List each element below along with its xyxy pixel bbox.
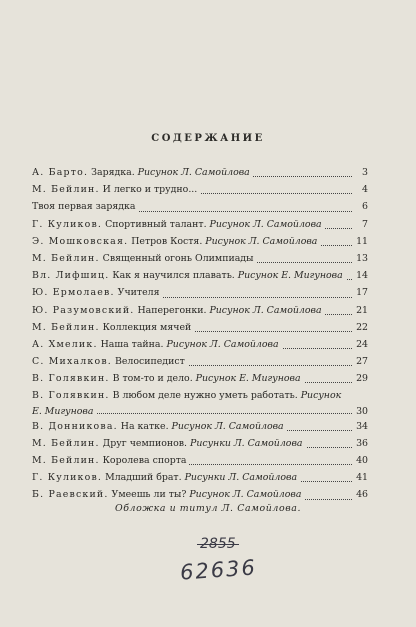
entry-text — [32, 373, 304, 384]
entry-text — [32, 390, 344, 401]
toc-entry — [32, 353, 368, 370]
entry-illustrator: Рисунок — [300, 390, 342, 402]
entry-page-number: 7 — [352, 216, 368, 233]
entry-title: Королева спорта — [99, 455, 187, 466]
entry-author: М. Бейлин. — [32, 252, 100, 264]
entry-title: Как я научился плавать. — [109, 270, 238, 282]
toc-entry — [32, 284, 368, 301]
entry-page-number: 17 — [352, 284, 368, 301]
toc-entry — [32, 387, 368, 404]
struck-handwritten-number: 2855 — [200, 536, 236, 552]
entry-page-number: 13 — [352, 250, 368, 267]
entry-text — [32, 305, 325, 316]
entry-author: Ю. Ермолаев. — [32, 287, 115, 299]
entry-text — [32, 406, 96, 417]
toc-entry — [32, 370, 368, 387]
entry-illustrator: Рисунок Л. Самойлова — [189, 489, 302, 501]
entry-page-number: 46 — [352, 486, 368, 503]
entry-text — [32, 438, 306, 449]
entry-page-number: 29 — [352, 370, 368, 387]
entry-text — [32, 421, 287, 432]
entry-author: В. Донникова. — [32, 420, 118, 432]
entry-illustrator: Е. Мигунова — [32, 405, 94, 417]
handwritten-inventory-number: 62636 — [179, 555, 258, 585]
entry-page-number: 21 — [352, 302, 368, 319]
toc-entry — [32, 302, 368, 319]
entry-text — [32, 236, 320, 247]
toc-entry — [32, 233, 368, 250]
entry-text — [32, 322, 194, 333]
entry-author: Э. Мошковская. — [32, 235, 129, 247]
toc-entry — [32, 319, 368, 336]
entry-title: Зарядка. — [88, 167, 138, 178]
entry-author: М. Бейлин. — [32, 455, 100, 466]
entry-illustrator: Рисунок Л. Самойлова — [171, 420, 284, 432]
entry-illustrator: Рисунки Л. Самойлова — [190, 437, 303, 449]
entry-page-number: 11 — [352, 233, 368, 250]
entry-illustrator: Рисунки Л. Самойлова — [184, 472, 298, 484]
entry-text — [32, 184, 200, 195]
entry-page-number: 27 — [352, 353, 368, 370]
page-heading: СОДЕРЖАНИЕ — [151, 133, 265, 144]
toc-entry-continuation — [32, 405, 368, 418]
entry-text — [32, 455, 189, 466]
entry-page-number: 30 — [352, 405, 368, 418]
entry-text — [32, 167, 253, 178]
entry-page-number: 40 — [352, 452, 368, 469]
entry-text — [32, 287, 163, 298]
entry-title: Наша тайна. — [97, 338, 167, 350]
entry-text — [32, 472, 300, 483]
entry-text — [32, 253, 257, 264]
entry-author: В. Голявкин. — [32, 390, 110, 402]
entry-author: Г. Куликов. — [32, 218, 103, 230]
entry-illustrator: Рисунок Л. Самойлова — [137, 167, 250, 178]
entry-page-number: 6 — [352, 198, 368, 215]
entry-page-number: 34 — [352, 418, 368, 435]
entry-page-number: 4 — [352, 181, 368, 198]
entry-page-number: 3 — [352, 164, 368, 181]
entry-illustrator: Рисунок Л. Самойлова — [209, 304, 322, 316]
entry-page-number: 22 — [352, 319, 368, 336]
entry-author: Вл. Лифшиц. — [32, 270, 110, 282]
entry-illustrator: Рисунок Е. Мигунова — [195, 373, 301, 385]
cover-credit: Обложка и титул Л. Самойлова. — [114, 503, 302, 514]
entry-author: Б. Раевский. — [32, 489, 109, 501]
entry-title: Твоя первая зарядка — [32, 201, 136, 213]
entry-author: М. Бейлин. — [32, 184, 100, 196]
entry-title: Священный огонь Олимпиады — [99, 252, 254, 264]
entry-author: М. Бейлин. — [32, 321, 100, 333]
entry-title: Спортивный талант. — [102, 218, 210, 230]
entry-title: Наперегонки. — [134, 304, 210, 316]
toc-entry — [32, 452, 368, 469]
entry-title: И легко и трудно... — [99, 184, 198, 196]
table-of-contents — [32, 164, 368, 504]
toc-entry — [32, 198, 368, 215]
entry-illustrator: Рисунок Е. Мигунова — [237, 270, 343, 282]
entry-page-number: 24 — [352, 336, 368, 353]
entry-illustrator: Рисунок Л. Самойлова — [209, 218, 322, 230]
entry-author: А. Хмелик. — [32, 338, 98, 350]
entry-text — [32, 270, 346, 281]
entry-author: М. Бейлин. — [32, 437, 100, 449]
entry-title: Младший брат. — [102, 472, 185, 484]
toc-entry — [32, 250, 368, 267]
entry-illustrator: Рисунок Л. Самойлова — [166, 338, 279, 350]
toc-entry — [32, 435, 368, 452]
entry-title: В любом деле нужно уметь работать. — [109, 390, 301, 402]
entry-text — [32, 356, 188, 367]
entry-title: Друг чемпионов. — [99, 437, 191, 449]
entry-title: Коллекция мячей — [99, 321, 192, 333]
entry-title: На катке. — [117, 420, 172, 432]
entry-text — [32, 201, 138, 212]
entry-title: Велосипедист — [111, 356, 185, 368]
entry-title: Учителя — [114, 287, 160, 299]
entry-author: Ю. Разумовский. — [32, 304, 135, 316]
entry-title: Петров Костя. — [128, 235, 206, 247]
entry-author: А. Барто. — [32, 167, 89, 178]
toc-entry — [32, 336, 368, 353]
toc-entry — [32, 216, 368, 233]
toc-entry — [32, 164, 368, 181]
entry-page-number: 41 — [352, 469, 368, 486]
entry-text — [32, 489, 304, 500]
toc-entry — [32, 469, 368, 486]
entry-page-number: 14 — [352, 267, 368, 284]
entry-author: В. Голявкин. — [32, 373, 110, 385]
toc-entry — [32, 418, 368, 435]
entry-author: С. Михалков. — [32, 356, 112, 368]
entry-text — [32, 339, 282, 350]
entry-author: Г. Куликов. — [32, 472, 103, 484]
entry-illustrator: Рисунок Л. Самойлова — [205, 235, 318, 247]
toc-entry — [32, 486, 368, 503]
entry-title: В том-то и дело. — [109, 373, 196, 385]
toc-entry — [32, 181, 368, 198]
entry-page-number: 36 — [352, 435, 368, 452]
toc-entry — [32, 267, 368, 284]
entry-title: Умеешь ли ты? — [108, 489, 190, 501]
entry-text — [32, 219, 325, 230]
